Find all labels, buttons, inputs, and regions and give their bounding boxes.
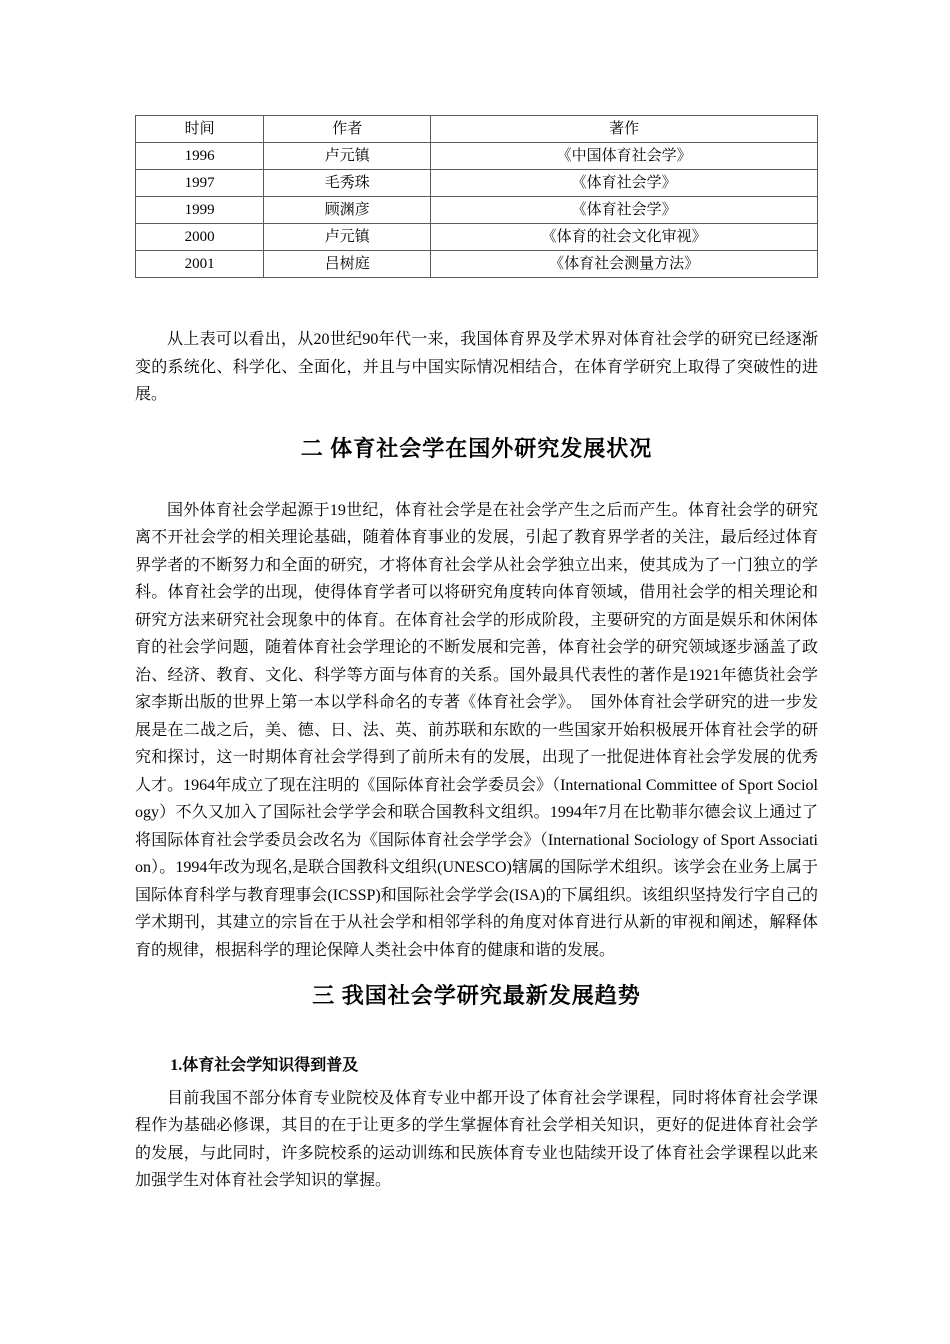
table-cell: 1997	[136, 170, 264, 197]
table-cell: 1996	[136, 143, 264, 170]
table-cell: 毛秀珠	[264, 170, 431, 197]
table-cell: 2001	[136, 251, 264, 278]
sub-heading-knowledge-popularization: 1.体育社会学知识得到普及	[170, 1057, 359, 1074]
table-cell: 《体育社会学》	[431, 170, 818, 197]
table-cell: 吕树庭	[264, 251, 431, 278]
section-heading-foreign-research: 二 体育社会学在国外研究发展状况	[300, 435, 653, 461]
table-header-cell: 时间	[136, 116, 264, 143]
table-cell: 1999	[136, 197, 264, 224]
table-row	[136, 197, 818, 224]
table-cell: 卢元镇	[264, 143, 431, 170]
table-row	[136, 251, 818, 278]
table-row	[136, 224, 818, 251]
table-body	[136, 143, 818, 278]
domestic-trends-paragraph: 目前我国不部分体育专业院校及体育专业中都开设了体育社会学课程，同时将体育社会学课程作为基础必修课，其目的在于让更多的学生掌握体育社会学相关知识，更好的促进体育社会学的发展，与此同时，许多院校系的运动训练和民族体育专业也陆续开设了体育社会学课程以此来加强学生对体育社会学知识的掌握。	[135, 1089, 818, 1189]
table-row	[136, 143, 818, 170]
table-cell: 《体育的社会文化审视》	[431, 224, 818, 251]
publications-table	[135, 115, 818, 278]
foreign-research-paragraph: 国外体育社会学起源于19世纪，体育社会学是在社会学产生之后而产生。体育社会学的研究离不开社会学的相关理论基础，随着体育事业的发展，引起了教育界学者的关注，最后经过体育界学者的不断努力和全面的研究，才将体育社会学从社会学独立出来，使其成为了一门独立的学科。体育社会学的出现，使得体育学者可以将研究角度转向体育领域，借用社会学的相关理论和研究方法来研究社会现象中的体育。在体育社会学的形成阶段，主要研究的方面是娱乐和休闲体育的社会学问题，随着体育社会学理论的不断发展和完善，体育社会学的研究领域逐步涵盖了政治、经济、教育、文化、科学等方面与体育的关系。国外最具代表性的著作是1921年德货社会学家李斯出版的世界上第一本以学科命名的专著《体育社会学》。 国外体育社会学研究的进一步发展是在二战之后，美、德、日、法、英、前苏联和东欧的一些国家开始积极展开体育社会学的研究和探讨，这一时期体育社会学得到了前所未有的发展，出现了一批促进体育社会学发展的优秀人才。1964年成立了现在注明的《国际体育社会学委员会》（International Committee of Sport Sociology）不久又加入了国际社会学学会和联合国教科文组织。1994年7月在比勒菲尔德会议上通过了将国际体育社会学委员会改名为《国际体育社会学学会》（International Sociology of Sport Association）。1994年改为现名,是联合国教科文组织(UNESCO)辖属的国际学术组织。该学会在业务上属于国际体育科学与教育理事会(ICSSP)和国际社会学学会(ISA)的下属组织。该组织坚持发行字自己的学术期刊，其建立的宗旨在于从社会学和相邻学科的角度对体育进行从新的审视和阐述，解释体育的规律，根据科学的理论保障人类社会中体育的健康和谐的发展。	[135, 501, 818, 959]
table-cell: 《体育社会测量方法》	[431, 251, 818, 278]
table-cell: 《中国体育社会学》	[431, 143, 818, 170]
table-cell: 2000	[136, 224, 264, 251]
table-header-cell: 著作	[431, 116, 818, 143]
summary-paragraph: 从上表可以看出，从20世纪90年代一来，我国体育界及学术界对体育社会学的研究已经逐渐变的系统化、科学化、全面化，并且与中国实际情况相结合，在体育学研究上取得了突破性的进展。	[135, 331, 818, 403]
section-heading-domestic-trends: 三 我国社会学研究最新发展趋势	[312, 983, 641, 1008]
table-row	[136, 170, 818, 197]
table-header-cell: 作者	[264, 116, 431, 143]
table-cell: 《体育社会学》	[431, 197, 818, 224]
table-header-row	[136, 116, 818, 143]
table-cell: 卢元镇	[264, 224, 431, 251]
table-cell: 顾渊彦	[264, 197, 431, 224]
